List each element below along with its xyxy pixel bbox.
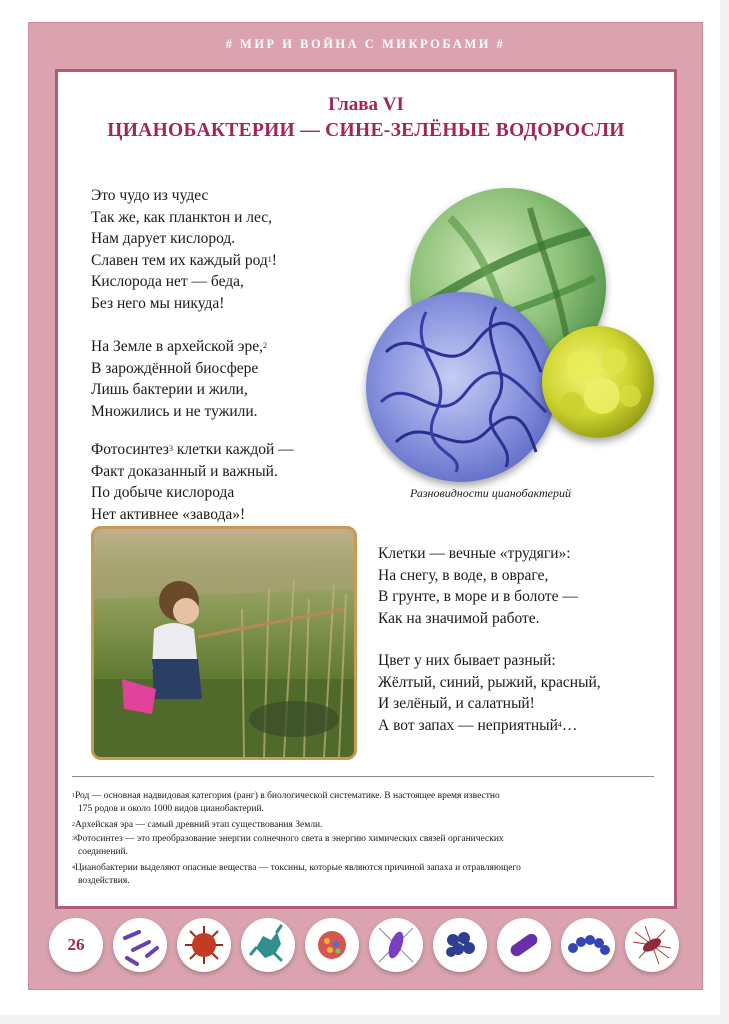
verse-line: Нет активнее «завода»! [91,505,246,523]
poem-stanza-5 [378,650,601,736]
microbe-icon-row [49,918,689,978]
content-panel [55,69,677,909]
verse-line: Жёлтый, синий, рыжий, красный, [378,673,601,691]
chapter-title: ЦИАНОБАКТЕРИИ — СИНЕ-ЗЕЛЁНЫЕ ВОДОРОСЛИ [107,120,625,141]
verse-line: Славен тем их каждый род$^1$! [91,251,277,269]
poem-stanza-2 [91,336,267,422]
running-header: # МИР И ВОЙНА С МИКРОБАМИ # [225,37,506,51]
verse-line: Лишь бактерии и жили, [91,381,248,399]
verse-line: Цвет у них бывает разный: [378,652,556,669]
verse-line: И зелёный, и салатный! [378,695,535,713]
verse-line: Нам дарует кислород. [91,230,236,248]
poem-stanza-3 [91,439,294,525]
child-photo [91,526,357,760]
footnote-divider [72,776,654,777]
verse-line: В зарождённой биосфере [91,359,259,377]
verse-line: В грунте, в море и в болоте — [378,588,578,606]
verse-line: Клетки — вечные «трудяги»: [378,545,571,562]
footnote-3: $^3$Фотосинтез — это преобразование энергии солнечного света в энергию химических связей органических соединений. [72,834,504,857]
red-virus-icon [177,918,231,972]
verse-line: Без него мы никуда! [91,294,225,312]
page-number: 26 [49,918,103,972]
verse-line: Факт доказанный и важный. [91,462,278,480]
verse-line: На снегу, в воде, в овраге, [378,566,549,584]
verse-line: Множились и не тужили. [91,402,258,420]
chapter-number: Глава VI [328,94,404,115]
footnote-ref-2[interactable]: 2 [262,341,267,350]
verse-line: А вот запах — неприятный$^4$… [378,716,578,734]
footnote-ref-3[interactable]: 3 [168,444,173,453]
footnote-4: $^4$Цианобактерии выделяют опасные вещества — токсины, которые являются причиной запаха и отравляющего воздействия. [72,863,521,886]
figure-caption: Разновидности цианобактерий [410,486,572,500]
verse-line: Кислорода нет — беда, [91,273,244,291]
footnote-2: $^2$Архейская эра — самый древний этап существования Земли. [72,820,323,830]
verse-line: На Земле в архейской эре,$^2$ [91,338,267,355]
yellow-colony-image [542,326,654,438]
footnote-ref-4[interactable]: 4 [557,719,562,729]
purple-flagellate-icon [369,918,423,972]
verse-line: Фотосинтез$^3$ клетки каждой — [91,441,294,458]
verse-line: Как на значимой работе. [378,609,540,627]
purple-rod-bacterium-icon [497,918,551,972]
blue-chain-cocci-icon [561,918,615,972]
red-flagellate-icon [625,918,679,972]
verse-line: По добыче кислорода [91,484,235,502]
footnote-1: $^1$Род — основная надвидовая категория (ранг) в биологической систематике. В настоящее время известно 175 родов и около 1000 видов цианобактерий. [72,791,500,814]
footnote-ref-1[interactable]: 1 [267,254,272,264]
poem-stanza-4 [378,543,578,629]
blue-cocci-cluster-icon [433,918,487,972]
verse-line: Так же, как планктон и лес, [91,208,273,226]
teal-cluster-icon [241,918,295,972]
poem-stanza-1 [91,185,277,315]
verse-line: Это чудо из чудес [91,187,209,204]
purple-bacilli-icon [113,918,167,972]
orange-sphere-icon [305,918,359,972]
blue-filament-image [366,292,556,482]
